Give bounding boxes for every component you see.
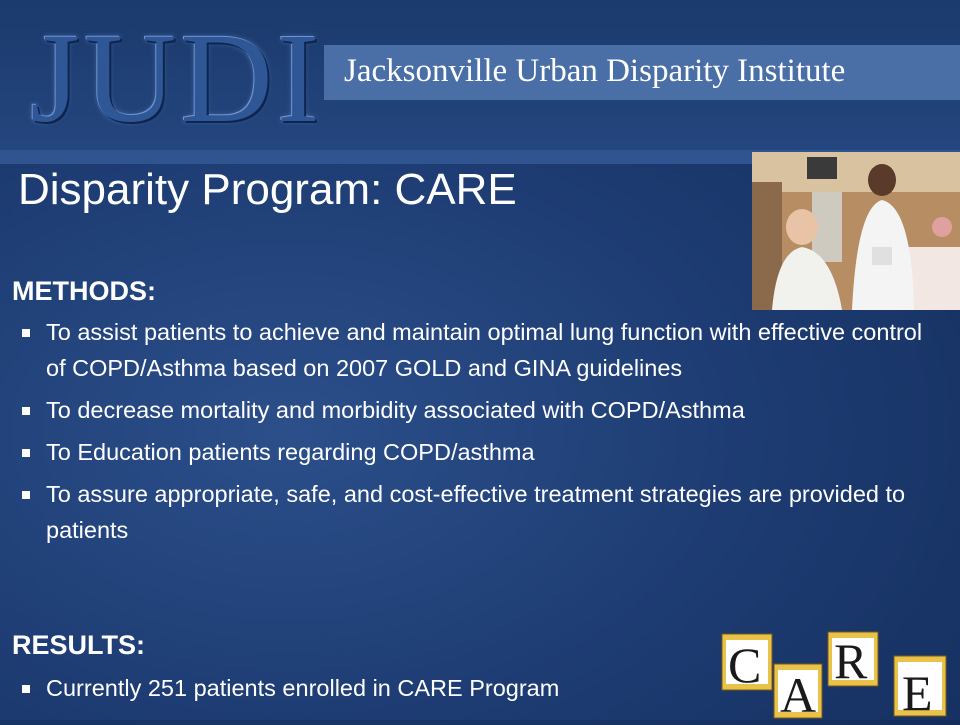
care-letter-e: E [902, 665, 933, 720]
methods-heading: METHODS: [12, 276, 156, 306]
results-heading: RESULTS: [12, 630, 145, 660]
list-item-text: To decrease mortality and morbidity associated with COPD/Asthma [46, 397, 745, 423]
institute-name: Jacksonville Urban Disparity Institute [344, 53, 846, 89]
institute-banner [324, 45, 960, 100]
bullet-square-icon [22, 685, 30, 693]
list-item-text: To assure appropriate, safe, and cost-effective treatment strategies are provided to patients [46, 481, 906, 543]
care-letter-c: C [728, 637, 762, 693]
judi-logo: JUDI [30, 7, 324, 149]
list-item [12, 392, 932, 428]
list-item [12, 670, 702, 706]
list-item [12, 314, 932, 386]
list-item-text: To Education patients regarding COPD/asthma [46, 439, 535, 465]
bullet-square-icon [22, 491, 30, 499]
results-list [12, 670, 702, 712]
list-item [12, 476, 932, 548]
slide-title: Disparity Program: CARE [18, 165, 517, 214]
list-item [12, 434, 932, 470]
list-item-text: Currently 251 patients enrolled in CARE Program [46, 675, 560, 701]
bullet-square-icon [22, 407, 30, 415]
care-logo [712, 626, 960, 720]
bullet-square-icon [22, 329, 30, 337]
clinic-photo [752, 152, 960, 310]
bullet-square-icon [22, 449, 30, 457]
list-item-text: To assist patients to achieve and maintain optimal lung function with effective control of COPD/Asthma based on 2007 GOLD and GINA guidelines [46, 319, 923, 381]
care-letter-a: A [780, 667, 817, 720]
care-letter-r: R [834, 633, 868, 689]
methods-list [12, 314, 932, 554]
